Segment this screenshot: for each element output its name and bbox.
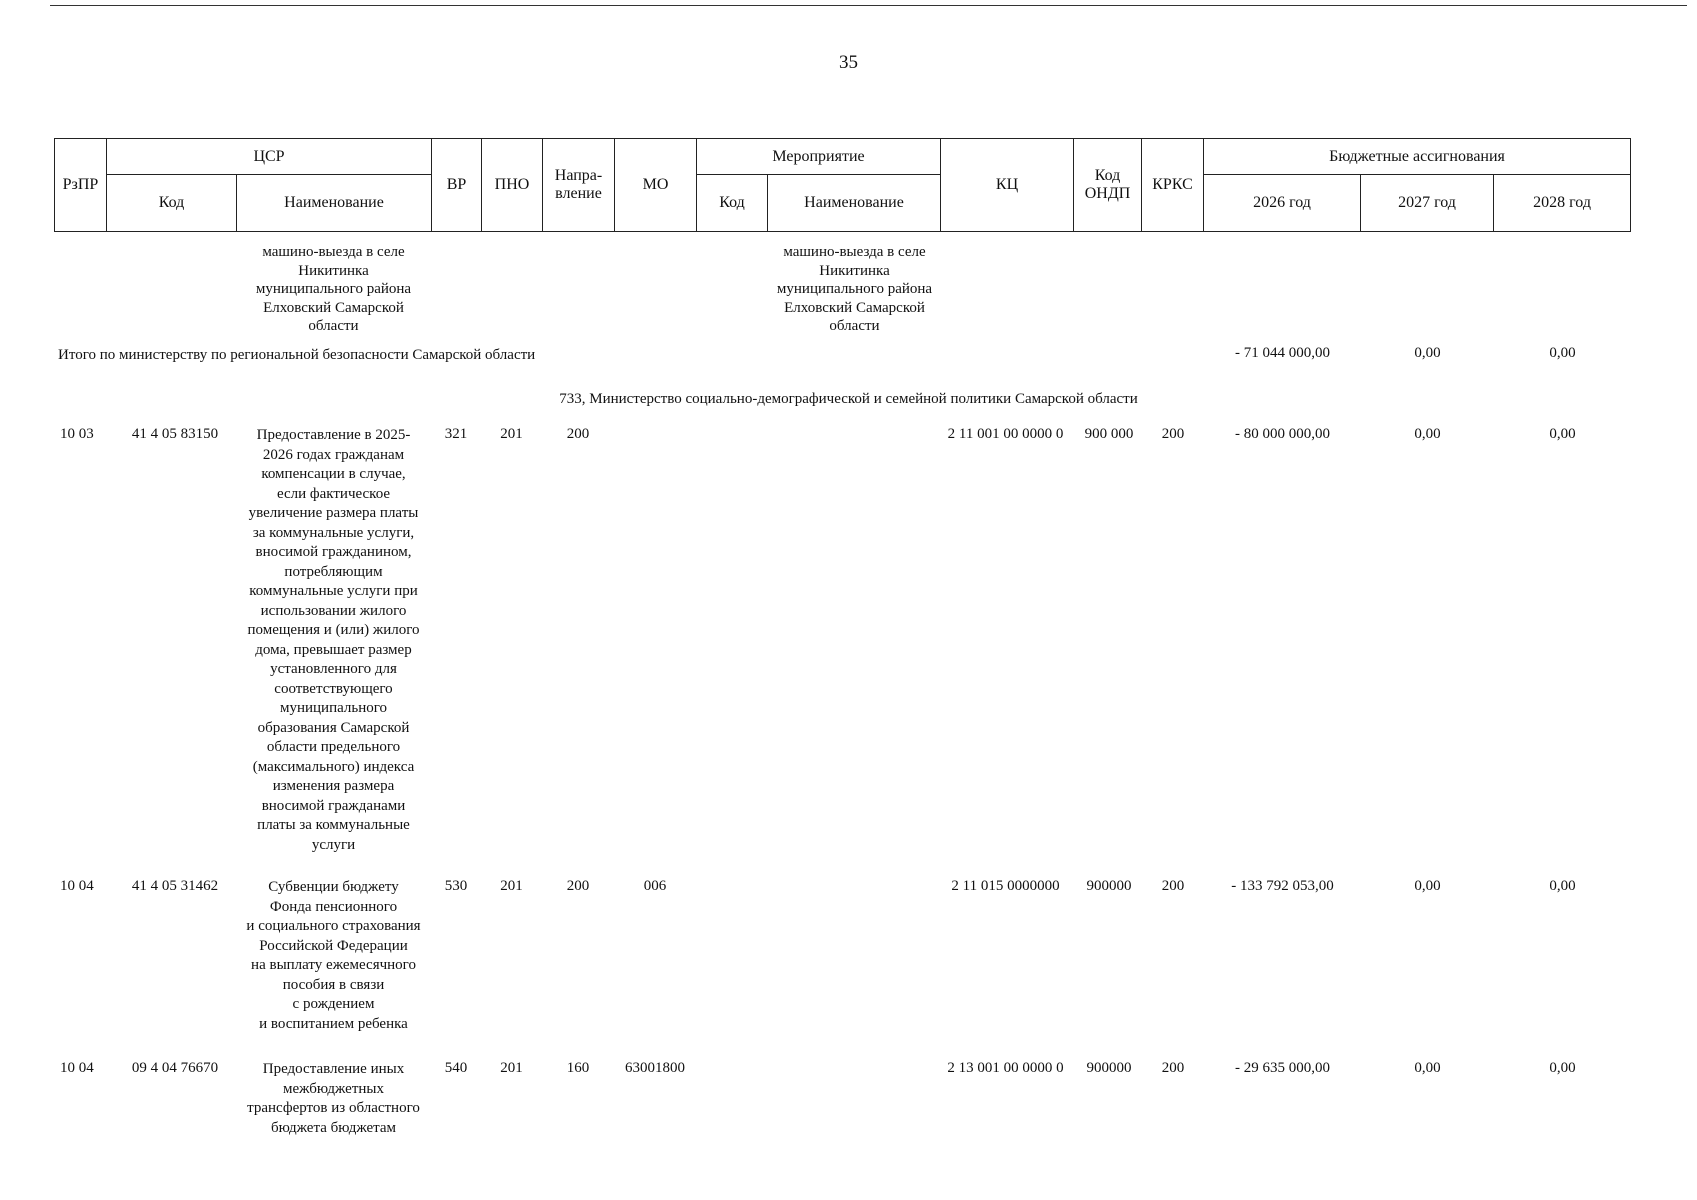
row-1-pno: 201 xyxy=(500,426,523,442)
row-2-kc: 2 11 015 0000000 xyxy=(951,878,1060,894)
top-border-line xyxy=(50,5,1687,6)
row-1-ondp: 900 000 xyxy=(1084,426,1134,442)
header-kc: КЦ xyxy=(941,139,1074,232)
row-3-direction: 160 xyxy=(566,1060,590,1076)
header-event-code: Код xyxy=(697,175,768,232)
total-label: Итого по министерству по региональной безопасности Самарской области xyxy=(58,347,536,363)
total-2028: 0,00 xyxy=(1549,345,1576,361)
header-csr: ЦСР xyxy=(107,139,432,175)
row-3-pno: 201 xyxy=(500,1060,523,1076)
row-1-y2027: 0,00 xyxy=(1414,426,1441,442)
row-1-direction: 200 xyxy=(566,426,590,442)
header-year-2026: 2026 год xyxy=(1204,175,1361,232)
row-2-ondp: 900000 xyxy=(1086,878,1132,894)
row-2-mo: 006 xyxy=(643,878,667,894)
header-vr: ВР xyxy=(432,139,482,232)
ministry-title: 733, Министерство социально-демографической и семейной политики Самарской области xyxy=(559,391,1138,407)
header-event: Мероприятие xyxy=(697,139,941,175)
continuation-csr-name: машино-выезда в селе Никитинка муниципального района Елховский Самарской области xyxy=(255,244,412,334)
row-2-code: 41 4 05 31462 xyxy=(131,878,219,894)
page-number: 35 xyxy=(839,52,858,73)
row-2-pno: 201 xyxy=(500,878,523,894)
row-3-rzpr: 10 04 xyxy=(60,1060,94,1076)
row-1-y2026: - 80 000 000,00 xyxy=(1235,426,1330,442)
row-1-kc: 2 11 001 00 0000 0 xyxy=(947,426,1064,442)
row-3-kc: 2 13 001 00 0000 0 xyxy=(947,1060,1064,1076)
header-krks: КРКС xyxy=(1142,139,1204,232)
total-2026: - 71 044 000,00 xyxy=(1235,345,1330,361)
total-2027: 0,00 xyxy=(1414,345,1441,361)
header-event-name: Наименование xyxy=(768,175,941,232)
row-3-vr: 540 xyxy=(444,1060,468,1076)
header-budget: Бюджетные ассигнования xyxy=(1204,139,1631,175)
row-1-vr: 321 xyxy=(444,426,468,442)
row-2-name: Субвенции бюджету Фонда пенсионного и социального страхования Российской Федерации на выплату ежемесячного пособия в связи с рождением и воспитанием ребенка xyxy=(246,879,421,1032)
row-2-vr: 530 xyxy=(444,878,468,894)
row-1-y2028: 0,00 xyxy=(1549,426,1576,442)
row-1-name: Предоставление в 2025- 2026 годах гражданам компенсации в случае, если фактическое увеличение размера платы за коммунальные услуги, вносимой гражданином, потребляющим коммунальные услуги при использовании жилого помещения и (или) жилого дома, превышает размер установленного для соответствующего муниципального образования Самарской области предельного (максимального) индекса изменения размера вносимой гражданами платы за коммунальные услуги xyxy=(247,427,420,853)
row-1-code: 41 4 05 83150 xyxy=(131,426,219,442)
header-pno: ПНО xyxy=(482,139,543,232)
row-1-rzpr: 10 03 xyxy=(60,426,94,442)
header-csr-code: Код xyxy=(107,175,237,232)
row-1-krks: 200 xyxy=(1161,426,1185,442)
row-3-y2026: - 29 635 000,00 xyxy=(1235,1060,1330,1076)
row-3-ondp: 900000 xyxy=(1086,1060,1132,1076)
header-mo: МО xyxy=(615,139,697,232)
continuation-event-name: машино-выезда в селе Никитинка муниципального района Елховский Самарской области xyxy=(776,244,933,334)
row-3-mo: 63001800 xyxy=(625,1060,685,1076)
header-ondp: Код ОНДП xyxy=(1074,139,1142,232)
row-3-y2027: 0,00 xyxy=(1414,1060,1441,1076)
header-direction: Напра- вление xyxy=(543,139,615,232)
row-3-y2028: 0,00 xyxy=(1549,1060,1576,1076)
row-2-y2028: 0,00 xyxy=(1549,878,1576,894)
header-csr-name: Наименование xyxy=(237,175,432,232)
header-year-2027: 2027 год xyxy=(1361,175,1494,232)
row-2-direction: 200 xyxy=(566,878,590,894)
row-3-name: Предоставление иных межбюджетных трансфертов из областного бюджета бюджетам xyxy=(247,1061,420,1136)
row-2-y2027: 0,00 xyxy=(1414,878,1441,894)
row-2-rzpr: 10 04 xyxy=(60,878,94,894)
header-table xyxy=(54,138,1631,232)
row-3-code: 09 4 04 76670 xyxy=(131,1060,219,1076)
row-2-krks: 200 xyxy=(1161,878,1185,894)
header-year-2028: 2028 год xyxy=(1494,175,1631,232)
row-3-krks: 200 xyxy=(1161,1060,1185,1076)
header-rzpr: РзПР xyxy=(55,139,107,232)
row-2-y2026: - 133 792 053,00 xyxy=(1231,878,1334,894)
